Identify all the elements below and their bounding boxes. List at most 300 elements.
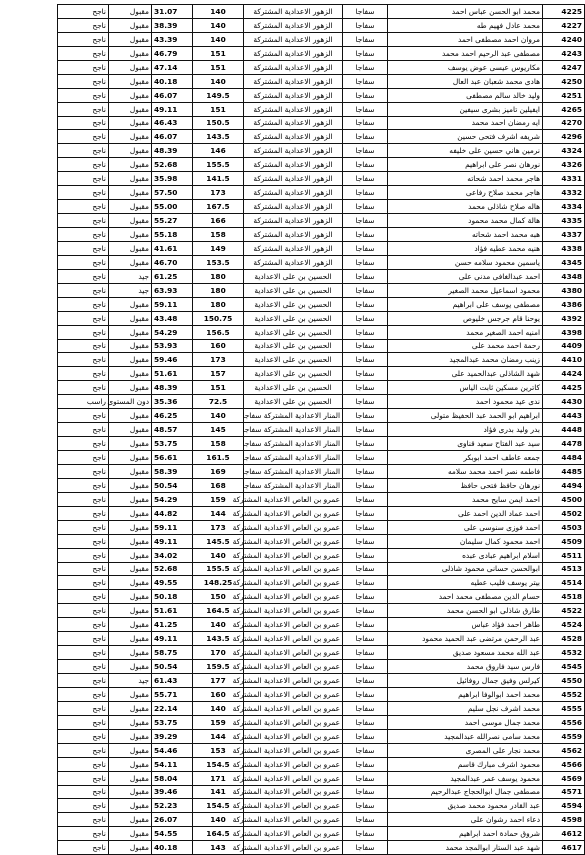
school-cell: عمرو بن العاص الاعدادية المشتركة xyxy=(244,701,343,715)
percentage-cell: 49.11 xyxy=(152,534,193,548)
total-score-cell: 173 xyxy=(193,186,244,200)
total-score-cell: 154.5 xyxy=(193,799,244,813)
table-row xyxy=(58,492,585,506)
percentage-cell: 48.39 xyxy=(152,381,193,395)
student-name-cell: دعاء احمد رشوان على xyxy=(388,813,543,827)
percentage-cell: 51.61 xyxy=(152,604,193,618)
seat-number-cell: 4485 xyxy=(543,464,585,478)
city-cell: سفاجا xyxy=(343,158,388,172)
city-cell: سفاجا xyxy=(343,297,388,311)
table-row xyxy=(58,771,585,785)
school-cell: الحسين بن على الاعدادية xyxy=(244,353,343,367)
table-row xyxy=(58,144,585,158)
grade-cell: مقبول xyxy=(109,200,152,214)
percentage-cell: 54.46 xyxy=(152,743,193,757)
seat-number-cell: 4552 xyxy=(543,687,585,701)
grade-cell: مقبول xyxy=(109,618,152,632)
seat-number-cell: 4251 xyxy=(543,88,585,102)
school-cell: عمرو بن العاص الاعدادية المشتركة xyxy=(244,604,343,618)
status-cell: ناجح xyxy=(58,841,109,855)
grade-cell: مقبول xyxy=(109,534,152,548)
total-score-cell: 140 xyxy=(193,701,244,715)
grade-cell: مقبول xyxy=(109,353,152,367)
percentage-cell: 34.02 xyxy=(152,548,193,562)
city-cell: سفاجا xyxy=(343,660,388,674)
percentage-cell: 59.11 xyxy=(152,520,193,534)
total-score-cell: 164.5 xyxy=(193,604,244,618)
student-name-cell: احمد عبدالغافى مدنى على xyxy=(388,269,543,283)
school-cell: عمرو بن العاص الاعدادية المشتركة xyxy=(244,674,343,688)
status-cell: ناجح xyxy=(58,60,109,74)
school-cell: الحسين بن على الاعدادية xyxy=(244,395,343,409)
student-name-cell: شروق حمادة احمد ابراهيم xyxy=(388,827,543,841)
seat-number-cell: 4594 xyxy=(543,799,585,813)
total-score-cell: 144 xyxy=(193,506,244,520)
seat-number-cell: 4240 xyxy=(543,32,585,46)
city-cell: سفاجا xyxy=(343,88,388,102)
student-name-cell: زينب رمضان محمد عبدالمجيد xyxy=(388,353,543,367)
status-cell: ناجح xyxy=(58,200,109,214)
percentage-cell: 47.14 xyxy=(152,60,193,74)
school-cell: عمرو بن العاص الاعدادية المشتركة xyxy=(244,729,343,743)
student-name-cell: شهد الشاذلى عبدالحميد على xyxy=(388,367,543,381)
school-cell: الزهور الاعدادية المشتركة xyxy=(244,214,343,228)
total-score-cell: 169 xyxy=(193,464,244,478)
total-score-cell: 180 xyxy=(193,269,244,283)
city-cell: سفاجا xyxy=(343,632,388,646)
status-cell: ناجح xyxy=(58,590,109,604)
grade-cell: مقبول xyxy=(109,18,152,32)
student-name-cell: محمد اشرف نجل سليم xyxy=(388,701,543,715)
percentage-cell: 44.82 xyxy=(152,506,193,520)
grade-cell: مقبول xyxy=(109,660,152,674)
percentage-cell: 35.36 xyxy=(152,395,193,409)
grade-cell: مقبول xyxy=(109,841,152,855)
seat-number-cell: 4386 xyxy=(543,297,585,311)
grade-cell: مقبول xyxy=(109,339,152,353)
school-cell: الزهور الاعدادية المشتركة xyxy=(244,5,343,19)
status-cell: ناجح xyxy=(58,88,109,102)
school-cell: الزهور الاعدادية المشتركة xyxy=(244,32,343,46)
city-cell: سفاجا xyxy=(343,618,388,632)
table-row xyxy=(58,506,585,520)
school-cell: الحسين بن على الاعدادية xyxy=(244,283,343,297)
seat-number-cell: 4430 xyxy=(543,395,585,409)
seat-number-cell: 4550 xyxy=(543,674,585,688)
total-score-cell: 171 xyxy=(193,771,244,785)
grade-cell: مقبول xyxy=(109,799,152,813)
status-cell: ناجح xyxy=(58,478,109,492)
table-row xyxy=(58,715,585,729)
table-row xyxy=(58,701,585,715)
city-cell: سفاجا xyxy=(343,395,388,409)
grade-cell: مقبول xyxy=(109,46,152,60)
city-cell: سفاجا xyxy=(343,464,388,478)
percentage-cell: 50.54 xyxy=(152,660,193,674)
percentage-cell: 55.00 xyxy=(152,200,193,214)
seat-number-cell: 4380 xyxy=(543,283,585,297)
status-cell: ناجح xyxy=(58,464,109,478)
status-cell: ناجح xyxy=(58,116,109,130)
percentage-cell: 52.68 xyxy=(152,562,193,576)
school-cell: الزهور الاعدادية المشتركة xyxy=(244,88,343,102)
total-score-cell: 140 xyxy=(193,409,244,423)
percentage-cell: 40.18 xyxy=(152,74,193,88)
student-name-cell: احمد محمود كمال سليمان xyxy=(388,534,543,548)
table-row xyxy=(58,534,585,548)
status-cell: ناجح xyxy=(58,255,109,269)
student-name-cell: احمد ايمن سايح محمد xyxy=(388,492,543,506)
status-cell: ناجح xyxy=(58,534,109,548)
status-cell: ناجح xyxy=(58,46,109,60)
percentage-cell: 58.39 xyxy=(152,464,193,478)
school-cell: عمرو بن العاص الاعدادية المشتركة xyxy=(244,715,343,729)
status-cell: ناجح xyxy=(58,562,109,576)
seat-number-cell: 4484 xyxy=(543,451,585,465)
grade-cell: مقبول xyxy=(109,409,152,423)
grade-cell: مقبول xyxy=(109,437,152,451)
table-row xyxy=(58,60,585,74)
grade-cell: مقبول xyxy=(109,701,152,715)
grade-cell: مقبول xyxy=(109,604,152,618)
school-cell: المنار الاعدادية المشتركة سفاجا xyxy=(244,451,343,465)
school-cell: عمرو بن العاص الاعدادية المشتركة xyxy=(244,492,343,506)
seat-number-cell: 4424 xyxy=(543,367,585,381)
seat-number-cell: 4335 xyxy=(543,214,585,228)
grade-cell: مقبول xyxy=(109,255,152,269)
total-score-cell: 160 xyxy=(193,687,244,701)
status-cell: ناجح xyxy=(58,729,109,743)
table-row xyxy=(58,158,585,172)
percentage-cell: 41.25 xyxy=(152,618,193,632)
status-cell: ناجح xyxy=(58,757,109,771)
school-cell: عمرو بن العاص الاعدادية المشتركة xyxy=(244,590,343,604)
grade-cell: مقبول xyxy=(109,74,152,88)
table-row xyxy=(58,451,585,465)
total-score-cell: 156.5 xyxy=(193,325,244,339)
student-name-cell: محمد عادل فهيم طه xyxy=(388,18,543,32)
grade-cell: مقبول xyxy=(109,451,152,465)
seat-number-cell: 4478 xyxy=(543,437,585,451)
status-cell: ناجح xyxy=(58,548,109,562)
student-name-cell: جمعه عاطف احمد ابوبكر xyxy=(388,451,543,465)
school-cell: عمرو بن العاص الاعدادية المشتركة xyxy=(244,646,343,660)
table-row xyxy=(58,464,585,478)
status-cell: ناجح xyxy=(58,771,109,785)
city-cell: سفاجا xyxy=(343,841,388,855)
city-cell: سفاجا xyxy=(343,409,388,423)
grade-cell: مقبول xyxy=(109,5,152,19)
status-cell: ناجح xyxy=(58,297,109,311)
total-score-cell: 140 xyxy=(193,18,244,32)
seat-number-cell: 4509 xyxy=(543,534,585,548)
school-cell: الزهور الاعدادية المشتركة xyxy=(244,186,343,200)
grade-cell: مقبول xyxy=(109,144,152,158)
percentage-cell: 43.48 xyxy=(152,311,193,325)
seat-number-cell: 4500 xyxy=(543,492,585,506)
table-row xyxy=(58,283,585,297)
total-score-cell: 150.75 xyxy=(193,311,244,325)
seat-number-cell: 4326 xyxy=(543,158,585,172)
status-cell: ناجح xyxy=(58,158,109,172)
school-cell: عمرو بن العاص الاعدادية المشتركة xyxy=(244,813,343,827)
city-cell: سفاجا xyxy=(343,311,388,325)
total-score-cell: 151 xyxy=(193,60,244,74)
total-score-cell: 143.5 xyxy=(193,632,244,646)
seat-number-cell: 4566 xyxy=(543,757,585,771)
table-row xyxy=(58,367,585,381)
percentage-cell: 52.23 xyxy=(152,799,193,813)
student-name-cell: ايه رمضان احمد محمد xyxy=(388,116,543,130)
table-row xyxy=(58,757,585,771)
percentage-cell: 46.79 xyxy=(152,46,193,60)
percentage-cell: 35.98 xyxy=(152,172,193,186)
grade-cell: مقبول xyxy=(109,757,152,771)
table-row xyxy=(58,646,585,660)
grade-cell: مقبول xyxy=(109,715,152,729)
grade-cell: مقبول xyxy=(109,241,152,255)
student-name-cell: هنيه محمد عطيه فؤاد xyxy=(388,241,543,255)
table-row xyxy=(58,102,585,116)
table-row xyxy=(58,799,585,813)
city-cell: سفاجا xyxy=(343,241,388,255)
results-table xyxy=(57,4,585,855)
seat-number-cell: 4265 xyxy=(543,102,585,116)
school-cell: الزهور الاعدادية المشتركة xyxy=(244,60,343,74)
status-cell: ناجح xyxy=(58,618,109,632)
city-cell: سفاجا xyxy=(343,715,388,729)
school-cell: المنار الاعدادية المشتركة سفاجا xyxy=(244,423,343,437)
table-row xyxy=(58,395,585,409)
school-cell: الزهور الاعدادية المشتركة xyxy=(244,241,343,255)
status-cell: ناجح xyxy=(58,813,109,827)
status-cell: ناجح xyxy=(58,130,109,144)
city-cell: سفاجا xyxy=(343,102,388,116)
status-cell: ناجح xyxy=(58,646,109,660)
grade-cell: مقبول xyxy=(109,520,152,534)
status-cell: ناجح xyxy=(58,283,109,297)
table-row xyxy=(58,660,585,674)
total-score-cell: 161.5 xyxy=(193,451,244,465)
seat-number-cell: 4513 xyxy=(543,562,585,576)
status-cell: ناجح xyxy=(58,18,109,32)
student-name-cell: مصطفى عبد الرحيم احمد محمد xyxy=(388,46,543,60)
student-name-cell: محمود يوسف عمر عبدالمجيد xyxy=(388,771,543,785)
total-score-cell: 151 xyxy=(193,102,244,116)
city-cell: سفاجا xyxy=(343,576,388,590)
seat-number-cell: 4522 xyxy=(543,604,585,618)
status-cell: ناجح xyxy=(58,32,109,46)
student-name-cell: نورهان حافظ فتحى حافظ xyxy=(388,478,543,492)
table-row xyxy=(58,618,585,632)
percentage-cell: 61.43 xyxy=(152,674,193,688)
table-row xyxy=(58,186,585,200)
total-score-cell: 151 xyxy=(193,381,244,395)
student-name-cell: محمود اسماعيل محمد الصغير xyxy=(388,283,543,297)
table-row xyxy=(58,18,585,32)
school-cell: الزهور الاعدادية المشتركة xyxy=(244,18,343,32)
student-name-cell: بدر وليد بدرى فؤاد xyxy=(388,423,543,437)
school-cell: الحسين بن على الاعدادية xyxy=(244,325,343,339)
status-cell: ناجح xyxy=(58,102,109,116)
table-row xyxy=(58,88,585,102)
city-cell: سفاجا xyxy=(343,325,388,339)
student-name-cell: محمود اشرف مبارك قاسم xyxy=(388,757,543,771)
seat-number-cell: 4562 xyxy=(543,743,585,757)
school-cell: المنار الاعدادية المشتركة سفاجا xyxy=(244,464,343,478)
student-name-cell: نرمين هاني حسين على خليفه xyxy=(388,144,543,158)
total-score-cell: 168 xyxy=(193,478,244,492)
total-score-cell: 173 xyxy=(193,353,244,367)
student-name-cell: ندى عيد محمود احمد xyxy=(388,395,543,409)
percentage-cell: 26.07 xyxy=(152,813,193,827)
student-name-cell: مكاريوس عيسى عوض يوسف xyxy=(388,60,543,74)
grade-cell: مقبول xyxy=(109,687,152,701)
total-score-cell: 140 xyxy=(193,548,244,562)
grade-cell: مقبول xyxy=(109,646,152,660)
status-cell: ناجح xyxy=(58,520,109,534)
status-cell: ناجح xyxy=(58,632,109,646)
school-cell: عمرو بن العاص الاعدادية المشتركة xyxy=(244,562,343,576)
city-cell: سفاجا xyxy=(343,200,388,214)
total-score-cell: 160 xyxy=(193,339,244,353)
grade-cell: مقبول xyxy=(109,186,152,200)
city-cell: سفاجا xyxy=(343,283,388,297)
table-row xyxy=(58,255,585,269)
total-score-cell: 164.5 xyxy=(193,827,244,841)
school-cell: عمرو بن العاص الاعدادية المشتركة xyxy=(244,757,343,771)
total-score-cell: 155.5 xyxy=(193,158,244,172)
grade-cell: مقبول xyxy=(109,827,152,841)
total-score-cell: 153.5 xyxy=(193,255,244,269)
city-cell: سفاجا xyxy=(343,74,388,88)
percentage-cell: 59.11 xyxy=(152,297,193,311)
percentage-cell: 49.11 xyxy=(152,102,193,116)
seat-number-cell: 4331 xyxy=(543,172,585,186)
total-score-cell: 151 xyxy=(193,46,244,60)
percentage-cell: 55.27 xyxy=(152,214,193,228)
student-name-cell: ايفيلين تاميز بشرى سيفين xyxy=(388,102,543,116)
percentage-cell: 49.55 xyxy=(152,576,193,590)
student-name-cell: هادى محمد شعبان عبد العال xyxy=(388,74,543,88)
status-cell: ناجح xyxy=(58,576,109,590)
percentage-cell: 54.11 xyxy=(152,757,193,771)
total-score-cell: 140 xyxy=(193,74,244,88)
seat-number-cell: 4338 xyxy=(543,241,585,255)
seat-number-cell: 4345 xyxy=(543,255,585,269)
student-name-cell: طاهر احمد فؤاد عباس xyxy=(388,618,543,632)
total-score-cell: 149 xyxy=(193,241,244,255)
table-row xyxy=(58,269,585,283)
school-cell: عمرو بن العاص الاعدادية المشتركة xyxy=(244,618,343,632)
city-cell: سفاجا xyxy=(343,827,388,841)
school-cell: الحسين بن على الاعدادية xyxy=(244,367,343,381)
seat-number-cell: 4555 xyxy=(543,701,585,715)
percentage-cell: 53.75 xyxy=(152,437,193,451)
city-cell: سفاجا xyxy=(343,339,388,353)
grade-cell: مقبول xyxy=(109,492,152,506)
city-cell: سفاجا xyxy=(343,534,388,548)
table-row xyxy=(58,548,585,562)
table-row xyxy=(58,423,585,437)
student-name-cell: عبد الله محمد مسعود صديق xyxy=(388,646,543,660)
seat-number-cell: 4556 xyxy=(543,715,585,729)
grade-cell: جيد xyxy=(109,674,152,688)
city-cell: سفاجا xyxy=(343,172,388,186)
school-cell: عمرو بن العاص الاعدادية المشتركة xyxy=(244,799,343,813)
status-cell: ناجح xyxy=(58,701,109,715)
percentage-cell: 58.04 xyxy=(152,771,193,785)
seat-number-cell: 4511 xyxy=(543,548,585,562)
student-name-cell: محمد نجار على المصرى xyxy=(388,743,543,757)
status-cell: ناجح xyxy=(58,604,109,618)
school-cell: الحسين بن على الاعدادية xyxy=(244,269,343,283)
school-cell: عمرو بن العاص الاعدادية المشتركة xyxy=(244,506,343,520)
student-name-cell: مصطفى يوسف على ابراهيم xyxy=(388,297,543,311)
percentage-cell: 54.29 xyxy=(152,492,193,506)
seat-number-cell: 4225 xyxy=(543,5,585,19)
seat-number-cell: 4409 xyxy=(543,339,585,353)
percentage-cell: 40.18 xyxy=(152,841,193,855)
grade-cell: جيد xyxy=(109,283,152,297)
city-cell: سفاجا xyxy=(343,269,388,283)
percentage-cell: 52.68 xyxy=(152,158,193,172)
city-cell: سفاجا xyxy=(343,757,388,771)
grade-cell: مقبول xyxy=(109,771,152,785)
results-table-body xyxy=(58,5,585,855)
total-score-cell: 145 xyxy=(193,423,244,437)
city-cell: سفاجا xyxy=(343,46,388,60)
student-name-cell: محمد ابو الحسن عباس احمد xyxy=(388,5,543,19)
total-score-cell: 150.5 xyxy=(193,116,244,130)
percentage-cell: 48.39 xyxy=(152,144,193,158)
table-row xyxy=(58,841,585,855)
percentage-cell: 55.18 xyxy=(152,228,193,242)
seat-number-cell: 4270 xyxy=(543,116,585,130)
status-cell: ناجح xyxy=(58,381,109,395)
student-name-cell: مروان احمد مصطفى احمد xyxy=(388,32,543,46)
status-cell: ناجح xyxy=(58,339,109,353)
school-cell: عمرو بن العاص الاعدادية المشتركة xyxy=(244,632,343,646)
status-cell: ناجح xyxy=(58,144,109,158)
student-name-cell: عبد القادر محمود محمد صديق xyxy=(388,799,543,813)
city-cell: سفاجا xyxy=(343,214,388,228)
city-cell: سفاجا xyxy=(343,451,388,465)
total-score-cell: 167.5 xyxy=(193,200,244,214)
percentage-cell: 54.55 xyxy=(152,827,193,841)
student-name-cell: مصطفى جمال ابوالحجاج عبدالرحيم xyxy=(388,785,543,799)
grade-cell: مقبول xyxy=(109,423,152,437)
student-name-cell: فاطمه نصر احمد محمد سلامه xyxy=(388,464,543,478)
seat-number-cell: 4247 xyxy=(543,60,585,74)
city-cell: سفاجا xyxy=(343,5,388,19)
city-cell: سفاجا xyxy=(343,674,388,688)
grade-cell: مقبول xyxy=(109,548,152,562)
percentage-cell: 22.14 xyxy=(152,701,193,715)
seat-number-cell: 4571 xyxy=(543,785,585,799)
student-name-cell: بيتر يوسف فليب عطيه xyxy=(388,576,543,590)
city-cell: سفاجا xyxy=(343,437,388,451)
table-row xyxy=(58,297,585,311)
school-cell: الزهور الاعدادية المشتركة xyxy=(244,228,343,242)
grade-cell: مقبول xyxy=(109,785,152,799)
city-cell: سفاجا xyxy=(343,32,388,46)
seat-number-cell: 4243 xyxy=(543,46,585,60)
percentage-cell: 48.57 xyxy=(152,423,193,437)
table-row xyxy=(58,381,585,395)
total-score-cell: 158 xyxy=(193,437,244,451)
status-cell: ناجح xyxy=(58,674,109,688)
